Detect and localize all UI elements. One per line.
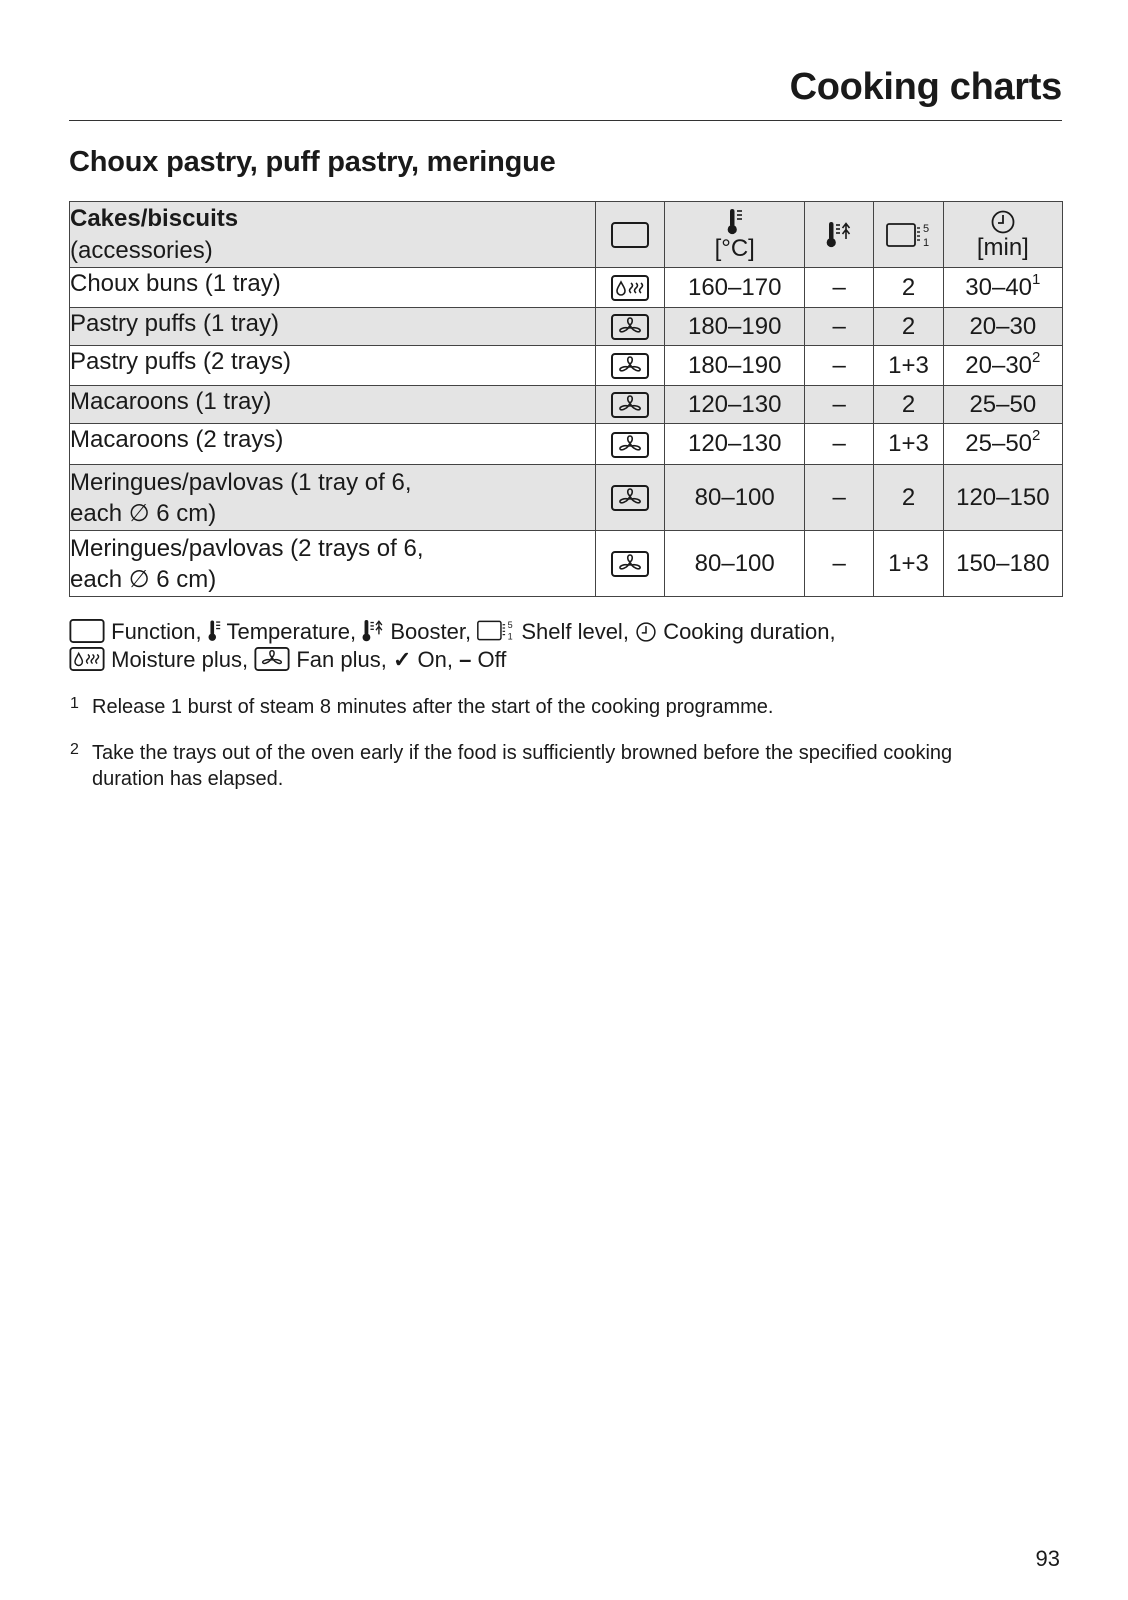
header-duration-unit: [min]	[976, 233, 1029, 261]
row-duration	[943, 308, 1062, 346]
fan-plus-icon	[254, 647, 290, 671]
row-booster: –	[805, 308, 874, 346]
row-food-line2: each ∅ 6 cm)	[70, 565, 217, 593]
table-row	[70, 308, 1063, 346]
duration-value: 30–40	[965, 273, 1033, 301]
legend-moisture: Moisture plus,	[111, 647, 249, 672]
booster-icon	[362, 619, 384, 643]
footnote-text: Take the trays out of the oven early if the food is sufficiently browned before the specified cooking duration has elapsed.	[92, 742, 953, 790]
row-food-line1: Meringues/pavlovas (2 trays of 6,	[70, 534, 424, 562]
legend-off: Off	[477, 647, 507, 672]
legend-line-1	[69, 618, 836, 646]
fan-plus-icon	[611, 485, 649, 511]
row-shelf: 1+3	[874, 424, 943, 465]
table-row	[70, 465, 1063, 531]
row-function	[596, 308, 665, 346]
row-function	[596, 531, 665, 597]
footnote-number: 1	[70, 695, 79, 712]
table-row	[70, 386, 1063, 424]
row-booster: –	[805, 386, 874, 424]
footnote-text: Release 1 burst of steam 8 minutes after the start of the cooking programme.	[92, 696, 774, 718]
footnote-2	[69, 740, 1019, 792]
function-icon	[611, 222, 649, 248]
row-duration	[943, 465, 1062, 531]
legend-booster: Booster,	[390, 619, 472, 644]
legend-fan: Fan plus,	[296, 647, 387, 672]
legend-duration: Cooking duration,	[663, 619, 836, 644]
header-food-title: Cakes/biscuits	[70, 204, 239, 232]
row-shelf: 1+3	[874, 531, 943, 597]
table-header-row	[70, 202, 1063, 268]
row-temperature: 180–190	[665, 346, 805, 386]
row-food-line2: each ∅ 6 cm)	[70, 499, 217, 527]
footnote-ref: 2	[1032, 427, 1041, 444]
legend-on: On,	[417, 647, 453, 672]
page-header	[69, 62, 1062, 121]
row-temperature: 80–100	[665, 465, 805, 531]
row-booster: –	[805, 424, 874, 465]
row-duration	[943, 424, 1062, 465]
check-icon: ✓	[392, 647, 412, 672]
clock-icon	[990, 209, 1016, 235]
header-duration	[943, 202, 1062, 268]
clock-icon	[635, 621, 657, 643]
footnotes	[69, 694, 1019, 812]
row-shelf: 2	[874, 308, 943, 346]
row-temperature: 180–190	[665, 308, 805, 346]
footnote-number: 2	[70, 741, 79, 758]
row-food: Macaroons (1 tray)	[70, 386, 596, 424]
row-food: Macaroons (2 trays)	[70, 424, 596, 465]
row-booster: –	[805, 268, 874, 308]
duration-value: 25–50	[965, 430, 1033, 457]
cooking-chart-table	[69, 201, 1063, 597]
footnote-1	[69, 694, 1019, 720]
duration-value: 20–30	[965, 351, 1033, 379]
moisture-plus-icon	[69, 647, 105, 671]
header-temperature	[665, 202, 805, 268]
header-shelf	[874, 202, 943, 268]
row-function	[596, 268, 665, 308]
row-duration	[943, 346, 1062, 386]
row-booster: –	[805, 531, 874, 597]
row-shelf: 2	[874, 465, 943, 531]
row-food: Choux buns (1 tray)	[70, 268, 596, 308]
fan-plus-icon	[611, 353, 649, 379]
row-function	[596, 424, 665, 465]
table-row	[70, 531, 1063, 597]
legend	[69, 618, 836, 674]
temperature-icon	[208, 619, 221, 643]
duration-value: 20–30	[969, 312, 1037, 340]
row-function	[596, 465, 665, 531]
row-function	[596, 346, 665, 386]
row-food	[70, 465, 596, 531]
fan-plus-icon	[611, 314, 649, 340]
header-function	[596, 202, 665, 268]
row-food-line1: Meringues/pavlovas (1 tray of 6,	[70, 468, 412, 496]
row-duration	[943, 531, 1062, 597]
function-icon	[69, 619, 105, 643]
legend-temperature: Temperature,	[226, 619, 357, 644]
duration-value: 150–180	[956, 549, 1050, 577]
page-title: Cooking charts	[789, 66, 1062, 108]
row-shelf: 2	[874, 386, 943, 424]
fan-plus-icon	[611, 392, 649, 418]
row-food: Pastry puffs (1 tray)	[70, 308, 596, 346]
header-temperature-unit: [°C]	[714, 234, 755, 262]
moisture-plus-icon	[611, 275, 649, 301]
fan-plus-icon	[611, 551, 649, 577]
row-shelf: 2	[874, 268, 943, 308]
shelf-level-icon	[886, 220, 932, 250]
footnote-ref: 2	[1032, 348, 1041, 366]
header-food	[70, 202, 596, 268]
row-booster: –	[805, 465, 874, 531]
row-function	[596, 386, 665, 424]
legend-function: Function,	[111, 619, 202, 644]
table-row	[70, 424, 1063, 465]
shelf-level-icon	[477, 618, 515, 643]
row-temperature: 120–130	[665, 424, 805, 465]
temperature-icon	[727, 208, 743, 236]
header-food-subtitle: (accessories)	[70, 236, 213, 264]
row-duration	[943, 268, 1062, 308]
row-booster: –	[805, 346, 874, 386]
section-title: Choux pastry, puff pastry, meringue	[69, 146, 556, 178]
row-temperature: 120–130	[665, 386, 805, 424]
row-duration	[943, 386, 1062, 424]
header-booster	[805, 202, 874, 268]
duration-value: 25–50	[969, 390, 1037, 418]
fan-plus-icon	[611, 432, 649, 458]
legend-line-2	[69, 646, 836, 674]
booster-icon	[826, 221, 852, 249]
row-food: Pastry puffs (2 trays)	[70, 346, 596, 386]
dash-icon: –	[459, 647, 472, 672]
row-food	[70, 531, 596, 597]
table-row	[70, 346, 1063, 386]
page-number: 93	[1035, 1546, 1060, 1571]
table-row	[70, 268, 1063, 308]
row-temperature: 160–170	[665, 268, 805, 308]
row-shelf: 1+3	[874, 346, 943, 386]
duration-value: 120–150	[956, 483, 1050, 511]
row-temperature: 80–100	[665, 531, 805, 597]
footnote-ref: 1	[1032, 270, 1041, 288]
legend-shelf: Shelf level,	[521, 619, 629, 644]
